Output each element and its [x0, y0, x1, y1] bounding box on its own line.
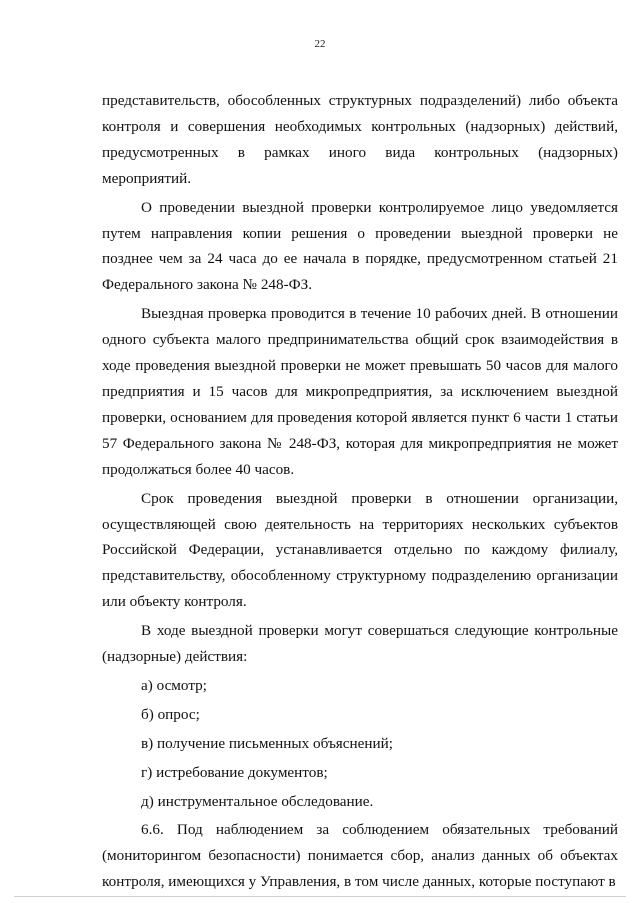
paragraph-notification: О проведении выездной проверки контролируемое лицо уведомляется путем направления копии решения о проведении выездной проверки не позднее чем за 24 часа до ее начала в порядке, предусмотренном статьей 21 Федерального закона № 248-ФЗ. — [102, 198, 618, 294]
document-body — [102, 88, 618, 895]
list-item-written-explanations: в) получение письменных объяснений; — [141, 734, 394, 752]
list-item-instrumental-survey: д) инструментальное обследование. — [141, 792, 374, 810]
paragraph-multi-region: Срок проведения выездной проверки в отношении организации, осуществляющей свою деятельность на территориях нескольких субъектов Российской Федерации, устанавливается отдельно по каждому филиалу, представительству, обособленному структурному подразделению организации или объекту контроля. — [102, 489, 618, 611]
page-number: 22 — [314, 38, 326, 50]
list-item-inspection: а) осмотр; — [141, 676, 207, 694]
list-item-survey: б) опрос; — [141, 705, 200, 723]
paragraph-actions-intro: В ходе выездной проверки могут совершаться следующие контрольные (надзорные) действия: — [102, 622, 618, 666]
paragraph-duration: Выездная проверка проводится в течение 10 рабочих дней. В отношении одного субъекта малого предпринимательства общий срок взаимодействия в ходе проведения выездной проверки не может превышать 50 часов для малого предприятия и 15 часов для микропредприятия, за исключением выездной проверки, основанием для проведения которой является пункт 6 части 1 статьи 57 Федерального закона № 248-ФЗ, которая для микропредприятия не может продолжаться более 40 часов. — [102, 305, 618, 478]
paragraph-continuation: представительств, обособленных структурных подразделений) либо объекта контроля и совершения необходимых контрольных (надзорных) действий, предусмотренных в рамках иного вида контрольных (надзорных) мероприятий. — [102, 92, 618, 187]
paragraph-monitoring: 6.6. Под наблюдением за соблюдением обязательных требований (мониторингом безопасности) понимается сбор, анализ данных об объектах контроля, имеющихся у Управления, в том числе данных, которые поступают в — [102, 821, 618, 891]
list-item-document-request: г) истребование документов; — [141, 763, 328, 781]
page-bottom-rule — [14, 896, 626, 897]
